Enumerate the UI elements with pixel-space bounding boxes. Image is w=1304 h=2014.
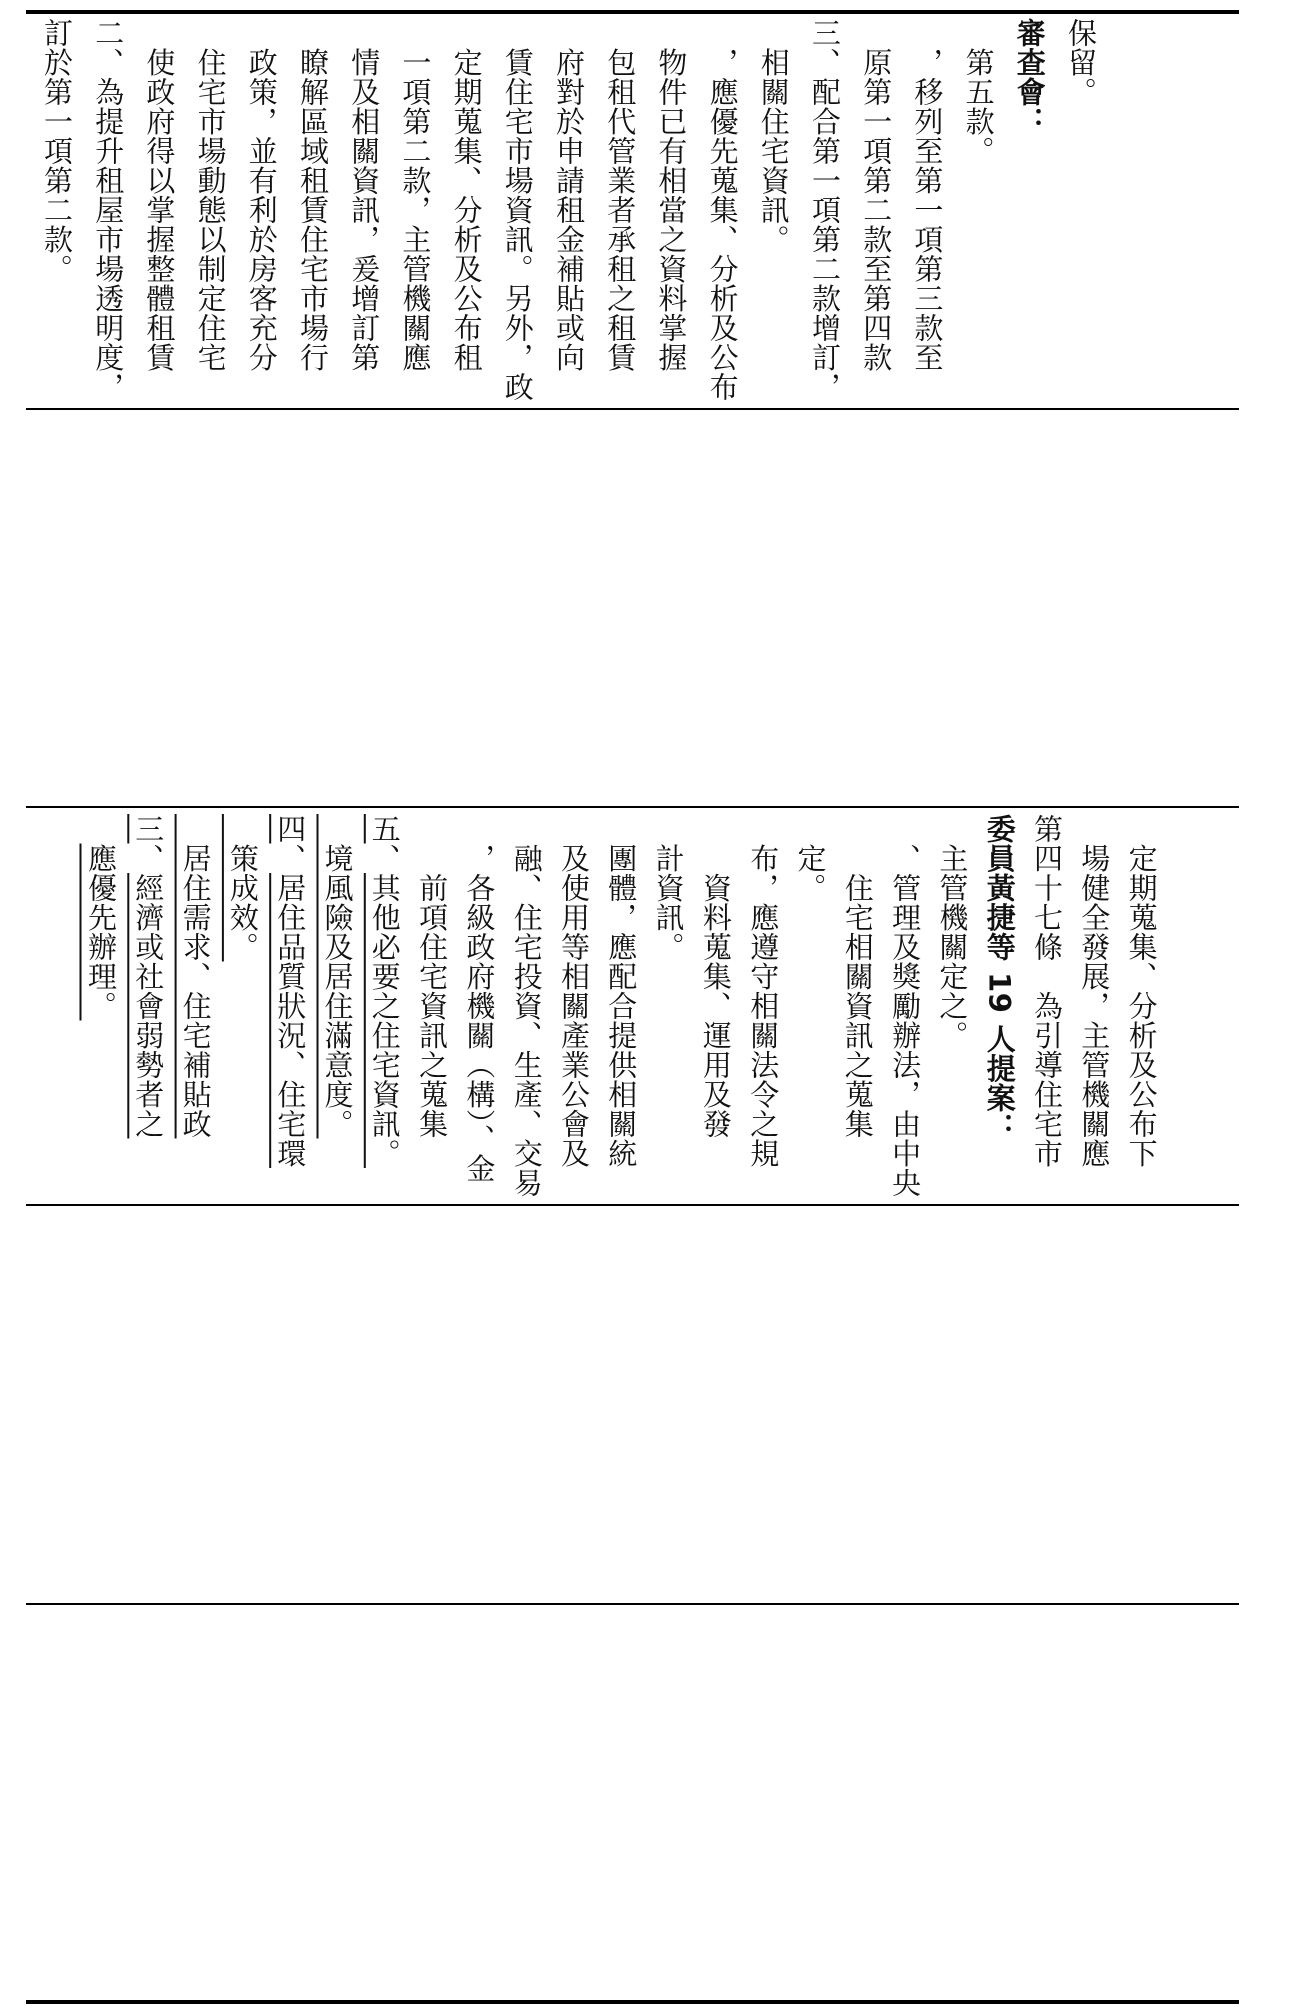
text-column <box>602 814 640 1168</box>
text-segment: 、 <box>367 843 402 873</box>
bottom-rule <box>26 2000 1239 2004</box>
text-column <box>413 814 451 1139</box>
text-column <box>89 18 127 402</box>
text-segment: 相關住宅資訊。 <box>756 18 791 254</box>
text-column <box>140 18 178 372</box>
text-column <box>319 814 357 1139</box>
text-column <box>224 814 262 962</box>
text-segment: 政策，並有利於房客充分 <box>244 18 279 372</box>
section-heading <box>981 814 1019 1142</box>
text-column <box>243 18 281 372</box>
text-column <box>499 18 537 402</box>
underlined-text: 經濟或社會弱勢者之 <box>131 873 166 1139</box>
text-segment: 第五款。 <box>961 18 996 166</box>
text-column <box>697 814 735 1139</box>
text-column <box>650 814 688 962</box>
text-segment: 定。 <box>793 814 828 903</box>
text-segment: 團體，應配合提供相關統 <box>604 814 639 1168</box>
text-column <box>755 18 793 254</box>
text-column <box>601 18 639 372</box>
text-column <box>396 18 434 372</box>
underlined-text: 境風險及居住滿意度。 <box>320 814 355 1139</box>
panel-2-text-block <box>30 814 1238 1200</box>
text-segment: 包租代管業者承租之租賃 <box>603 18 638 372</box>
text-column <box>744 814 782 1168</box>
text-segment: 府對於申請租金補貼或向 <box>552 18 586 372</box>
text-column <box>792 814 830 903</box>
text-column <box>177 814 215 1139</box>
text-segment: 資料蒐集、運用及發 <box>698 814 733 1139</box>
text-segment: 前項住宅資訊之蒐集 <box>415 814 450 1139</box>
underlined-text: 其他必要之住宅資訊。 <box>367 873 402 1168</box>
text-segment: 、管理及獎勵辦法，由中央 <box>888 814 923 1198</box>
text-column <box>508 814 546 1198</box>
text-segment: 委員黃捷等 19 人提案： <box>982 814 1017 1143</box>
text-column <box>294 18 332 372</box>
panel-2-divider <box>26 1204 1239 1206</box>
text-column <box>1075 814 1113 1168</box>
text-segment: 物件已有相當之資料掌握 <box>654 18 689 372</box>
text-segment: 融、住宅投資、生產、交易 <box>509 814 544 1198</box>
text-segment: 二、為提升租屋市場透明度， <box>91 18 126 402</box>
text-column <box>345 18 383 372</box>
text-column <box>1123 814 1161 1168</box>
text-column <box>857 18 895 372</box>
underlined-text: 四 <box>273 814 308 844</box>
text-column <box>839 814 877 1139</box>
text-segment: 場健全發展，主管機關應 <box>1077 814 1112 1168</box>
text-column <box>271 814 309 1168</box>
underlined-text: 三 <box>131 814 166 844</box>
text-segment: 住宅相關資訊之蒐集 <box>840 814 875 1139</box>
text-segment: 定期蒐集、分析及公布租 <box>449 18 484 372</box>
text-column <box>38 18 76 284</box>
underlined-text: 居住需求、住宅補貼政 <box>178 814 213 1139</box>
text-column <box>550 18 588 372</box>
text-segment: ，各級政府機關（構）、金 <box>462 814 497 1183</box>
text-column <box>1028 814 1066 1168</box>
text-segment: 住宅市場動態以制定住宅 <box>193 18 228 372</box>
underlined-text: 五 <box>367 814 402 844</box>
underlined-text: 居住品質狀況、住宅環 <box>273 873 308 1168</box>
text-segment <box>84 814 118 844</box>
text-segment: 計資訊。 <box>651 814 686 962</box>
text-segment: 訂於第一項第二款。 <box>40 18 74 284</box>
text-column <box>366 814 404 1168</box>
text-column <box>82 814 120 1021</box>
text-column <box>460 814 498 1183</box>
text-segment: ，移列至第一項第三款至 <box>910 18 945 372</box>
text-segment: 布，應遵守相關法令之規 <box>746 814 781 1168</box>
text-segment: 保留。 <box>1064 18 1098 107</box>
text-column <box>192 18 230 372</box>
text-segment: 瞭解區域租賃住宅市場行 <box>296 18 330 372</box>
text-segment: ，應優先蒐集、分析及公布 <box>705 18 740 402</box>
text-column <box>806 18 844 402</box>
text-column <box>652 18 690 372</box>
text-column <box>933 814 971 1050</box>
text-segment: 審查會： <box>1012 18 1047 136</box>
text-segment: 定期蒐集、分析及公布下 <box>1124 814 1159 1168</box>
text-segment: 、 <box>131 843 166 873</box>
underlined-text: 應優先辦理。 <box>84 843 118 1021</box>
text-column <box>704 18 742 402</box>
panel-1-divider <box>26 408 1239 410</box>
section-heading <box>1011 18 1049 136</box>
text-column <box>448 18 486 372</box>
text-column <box>129 814 167 1139</box>
panel-3-rule <box>26 1603 1239 1605</box>
text-segment: 一項第二款，主管機關應 <box>398 18 433 372</box>
text-column <box>908 18 946 372</box>
top-rule <box>26 10 1239 14</box>
panel-1-text-block <box>30 18 1238 404</box>
text-segment: 賃住宅市場資訊。另外，政 <box>500 18 535 402</box>
text-segment: 、 <box>273 843 308 873</box>
underlined-text: 策成效。 <box>225 814 260 962</box>
text-segment: 原第一項第二款至第四款 <box>859 18 894 372</box>
panel-2-top-rule <box>26 806 1239 808</box>
text-segment: 第四十七條 為引導住宅市 <box>1030 814 1064 1168</box>
text-column <box>886 814 924 1198</box>
text-column <box>555 814 593 1168</box>
text-segment: 三、配合第一項第二款增訂， <box>808 18 842 402</box>
text-column <box>960 18 998 166</box>
text-segment: 情及相關資訊，爰增訂第 <box>347 18 382 372</box>
text-segment: 主管機關定之。 <box>935 814 970 1050</box>
text-column <box>1062 18 1100 107</box>
text-segment: 及使用等相關產業公會及 <box>557 814 591 1168</box>
text-segment: 使政府得以掌握整體租賃 <box>142 18 177 372</box>
